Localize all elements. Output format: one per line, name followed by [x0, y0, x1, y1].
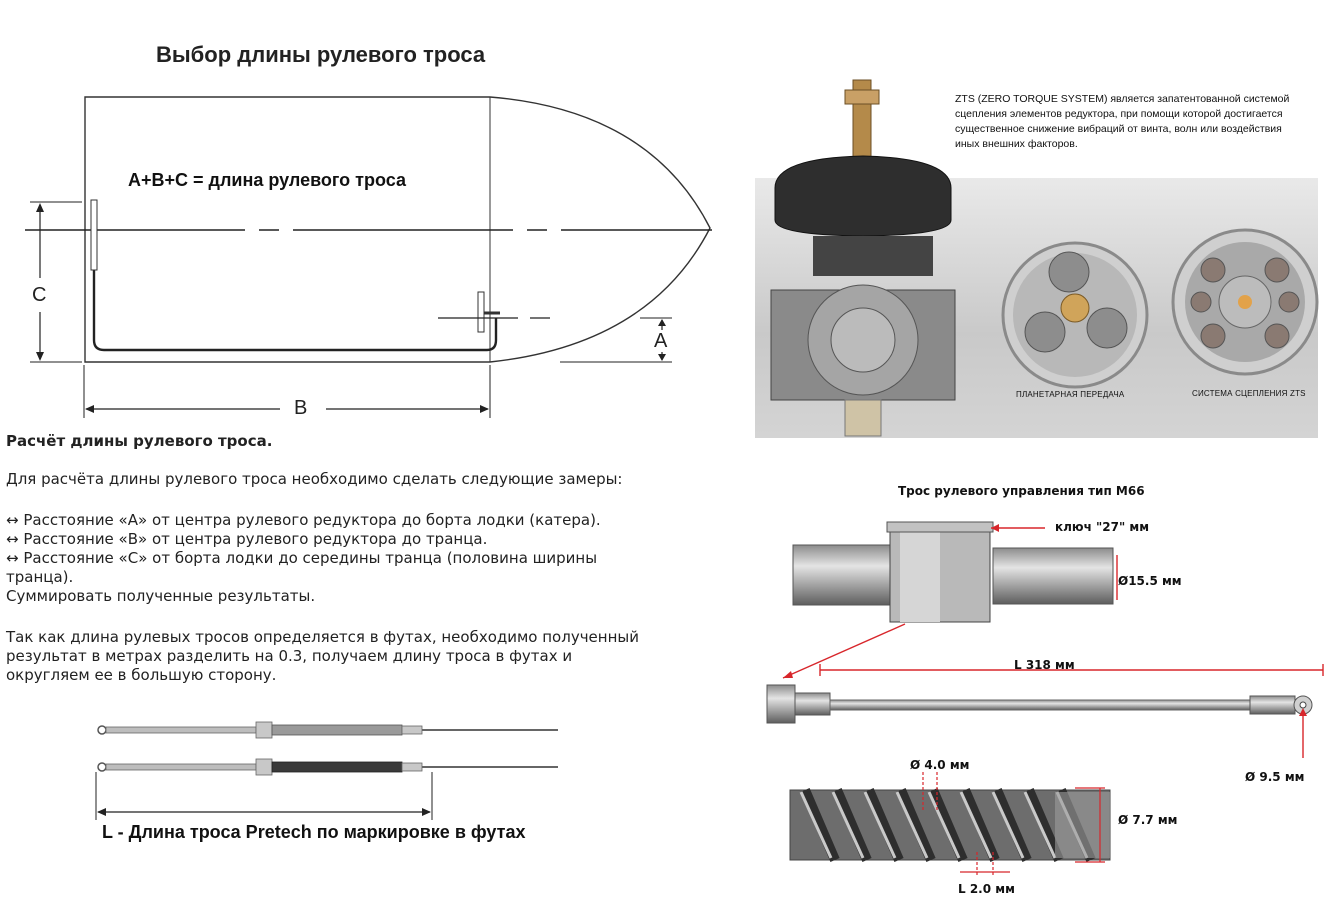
length-318: L 318 мм [1014, 658, 1075, 672]
zts-line: существенное снижение вибраций от винта, волн или воздействия [955, 123, 1282, 135]
diameter-15-5: Ø15.5 мм [1118, 574, 1182, 588]
dimension-b: B [294, 397, 308, 419]
dimension-a: A [654, 330, 668, 352]
m66-rod [767, 685, 1312, 723]
calc-list [6, 511, 726, 606]
cable-top [98, 722, 558, 738]
diagram-title: Выбор длины рулевого троса [156, 42, 486, 67]
cable-length-label: L - Длина троса Pretech по маркировке в футах [102, 822, 526, 842]
pitch-2-0: L 2.0 мм [958, 882, 1015, 896]
note-line: Так как длина рулевых тросов определяется в футах, необходимо полученный [6, 628, 639, 646]
caption-planetary: ПЛАНЕТАРНАЯ ПЕРЕДАЧА [1016, 390, 1125, 399]
helm-mount [91, 200, 97, 270]
engine-mount [478, 292, 484, 332]
m66-spiral-core [790, 790, 1110, 860]
zts-clutch-image [1173, 230, 1317, 374]
pretech-cable-drawing [90, 710, 570, 820]
helm-illustration [755, 70, 1320, 440]
m66-nut-closeup [793, 522, 1113, 622]
formula: A+B+C = длина рулевого троса [128, 170, 406, 190]
calc-note [6, 628, 726, 685]
calc-item: транца). [6, 568, 74, 586]
planetary-gear-image [1003, 243, 1147, 387]
wrench-size: ключ "27" мм [1055, 520, 1150, 534]
calc-heading: Расчёт длины рулевого троса. [6, 432, 273, 450]
zts-line: сцепления элементов редуктора, при помощи которой достигается [955, 108, 1283, 120]
diameter-9-5: Ø 9.5 мм [1245, 770, 1305, 784]
calc-item: ↔ Расстояние «А» от центра рулевого редуктора до борта лодки (катера). [6, 511, 601, 529]
zts-line: иных внешних факторов. [955, 138, 1078, 150]
calc-item: ↔ Расстояние «С» от борта лодки до середины транца (половина ширины [6, 549, 598, 567]
dimension-c: C [32, 284, 47, 306]
note-line: округляем ее в большую сторону. [6, 666, 277, 684]
caption-zts: СИСТЕМА СЦЕПЛЕНИЯ ZTS [1192, 389, 1306, 398]
diameter-7-7: Ø 7.7 мм [1118, 813, 1178, 827]
cable-route [94, 205, 496, 350]
helm-cover [775, 156, 951, 236]
cable-bottom [98, 759, 558, 775]
note-line: результат в метрах разделить на 0.3, получаем длину троса в футах и [6, 647, 573, 665]
calc-intro: Для расчёта длины рулевого троса необходимо сделать следующие замеры: [6, 470, 623, 488]
calc-item: ↔ Расстояние «В» от центра рулевого редуктора до транца. [6, 530, 488, 548]
boat-diagram [0, 0, 740, 440]
m66-cable-drawing [755, 500, 1339, 900]
m66-title: Трос рулевого управления тип М66 [898, 484, 1145, 498]
zts-line: ZTS (ZERO TORQUE SYSTEM) является запатентованной системой [955, 93, 1290, 105]
calc-item: Суммировать полученные результаты. [6, 587, 316, 605]
diameter-4-0: Ø 4.0 мм [910, 758, 970, 772]
